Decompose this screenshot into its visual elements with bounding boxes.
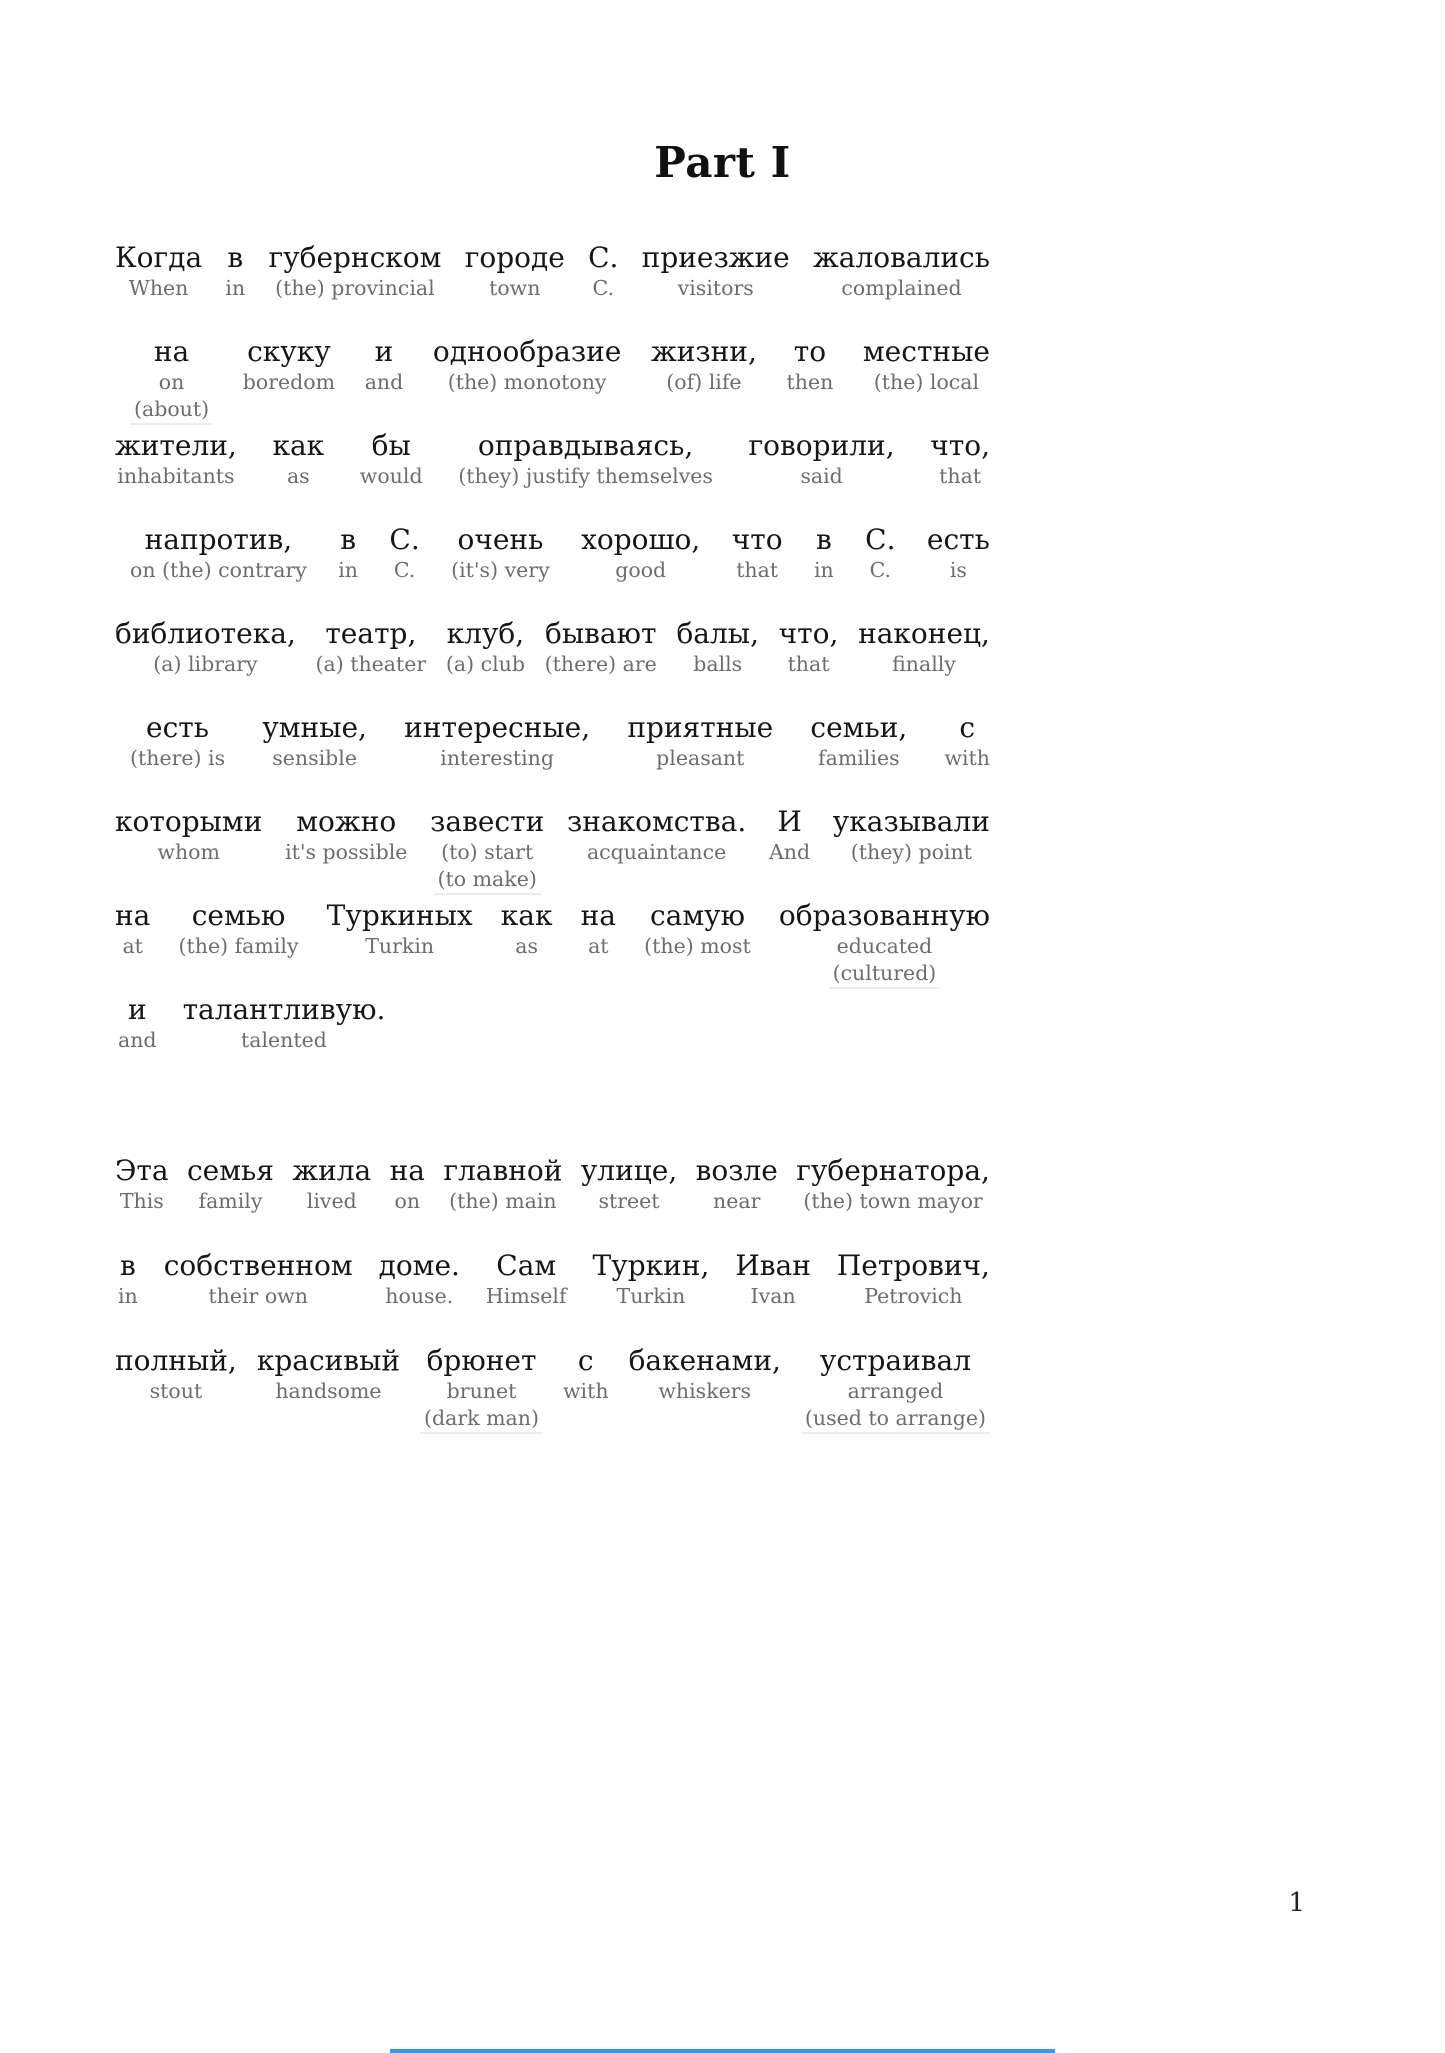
russian-word: клуб, <box>446 617 525 650</box>
english-gloss: handsome <box>275 1379 382 1404</box>
russian-word: губернском <box>268 241 442 274</box>
russian-word: жители, <box>115 429 237 462</box>
word-unit <box>593 1250 710 1309</box>
word-unit <box>642 242 790 301</box>
english-gloss: interesting <box>440 746 554 771</box>
russian-word: устраивал <box>819 1344 972 1377</box>
word-unit <box>338 524 358 583</box>
word-unit <box>446 618 525 677</box>
russian-word: в <box>340 523 356 556</box>
english-gloss: brunet <box>446 1379 517 1404</box>
english-gloss: pleasant <box>656 746 745 771</box>
word-unit <box>769 806 810 865</box>
word-unit <box>118 1250 138 1309</box>
word-unit <box>390 1155 425 1214</box>
word-unit <box>225 242 245 301</box>
word-unit <box>581 524 700 583</box>
russian-word: с <box>577 1344 594 1377</box>
word-unit <box>115 806 262 865</box>
english-gloss: with <box>944 746 990 771</box>
russian-word: С. <box>865 523 896 556</box>
english-gloss: their own <box>208 1284 308 1309</box>
english-gloss: then <box>786 370 834 395</box>
russian-word: С. <box>389 523 420 556</box>
russian-word: талантливую. <box>182 993 386 1026</box>
russian-word: Туркин, <box>592 1249 710 1282</box>
word-unit <box>257 1345 400 1404</box>
word-unit <box>420 1345 543 1434</box>
interlinear-line <box>115 1155 990 1214</box>
word-unit <box>801 1345 990 1434</box>
english-gloss: in <box>118 1284 138 1309</box>
word-unit <box>644 900 751 959</box>
interlinear-line <box>115 242 990 301</box>
russian-word: в <box>815 523 832 556</box>
interlinear-line <box>115 618 990 677</box>
interlinear-line <box>118 1250 990 1309</box>
word-unit <box>262 712 367 771</box>
russian-word: знакомства. <box>566 805 747 838</box>
english-gloss: (they) justify themselves <box>458 464 713 489</box>
russian-word: что <box>731 523 783 556</box>
word-unit <box>451 524 550 583</box>
english-gloss-alt: (to make) <box>434 867 541 895</box>
word-unit <box>465 242 565 301</box>
word-unit <box>833 806 990 865</box>
russian-word: улице, <box>580 1154 678 1187</box>
english-gloss: good <box>615 558 667 583</box>
english-gloss: at <box>122 934 143 959</box>
word-unit <box>443 1155 562 1214</box>
russian-word: как <box>272 429 325 462</box>
russian-word: жизни, <box>650 335 757 368</box>
russian-word: на <box>115 899 151 932</box>
word-unit <box>927 524 990 583</box>
english-gloss: with <box>563 1379 609 1404</box>
english-gloss: on (the) contrary <box>130 558 307 583</box>
word-unit <box>545 618 657 677</box>
english-gloss: (there) is <box>130 746 226 771</box>
english-gloss: that <box>736 558 779 583</box>
russian-word: театр, <box>325 617 417 650</box>
word-unit <box>292 1155 371 1214</box>
interlinear-line <box>115 900 990 989</box>
russian-word: самую <box>649 899 745 932</box>
word-unit <box>814 524 834 583</box>
word-unit <box>164 1250 353 1309</box>
russian-word: жила <box>292 1154 372 1187</box>
word-unit <box>404 712 590 771</box>
english-gloss-alt: (dark man) <box>420 1406 543 1434</box>
russian-word: И <box>777 805 802 838</box>
interlinear-line <box>130 524 990 583</box>
english-gloss: (of) life <box>666 370 742 395</box>
english-gloss-alt: (about) <box>130 397 213 425</box>
russian-word: хорошо, <box>581 523 701 556</box>
word-unit <box>501 900 553 959</box>
russian-word: и <box>374 335 394 368</box>
english-gloss: whiskers <box>658 1379 752 1404</box>
word-unit <box>130 524 307 583</box>
russian-word: наконец, <box>858 617 990 650</box>
word-unit <box>865 524 895 583</box>
english-gloss: (the) town mayor <box>803 1189 983 1214</box>
english-gloss-alt: (cultured) <box>829 961 941 989</box>
english-gloss: When <box>128 276 189 301</box>
russian-word: и <box>127 993 147 1026</box>
english-gloss: talented <box>241 1028 327 1053</box>
russian-word: что, <box>930 429 990 462</box>
english-gloss: as <box>286 464 310 489</box>
english-gloss: C. <box>393 558 416 583</box>
russian-word: скуку <box>247 335 331 368</box>
word-unit <box>858 618 990 677</box>
russian-word: напротив, <box>144 523 293 556</box>
word-unit <box>749 430 895 489</box>
english-gloss: complained <box>841 276 962 301</box>
english-gloss: said <box>800 464 843 489</box>
english-gloss: at <box>588 934 609 959</box>
word-unit <box>243 336 335 395</box>
russian-word: семьи, <box>810 711 908 744</box>
word-unit <box>285 806 407 865</box>
russian-word: Сам <box>496 1249 557 1282</box>
word-unit <box>944 712 990 771</box>
russian-word: то <box>793 335 827 368</box>
english-gloss: house. <box>385 1284 454 1309</box>
russian-word: с <box>959 711 976 744</box>
interlinear-line <box>130 712 990 771</box>
word-unit <box>563 1345 609 1404</box>
russian-word: семья <box>186 1154 274 1187</box>
russian-word: интересные, <box>404 711 591 744</box>
section-title: Part I <box>654 138 791 187</box>
english-gloss: stout <box>149 1379 203 1404</box>
russian-word: на <box>580 899 616 932</box>
word-unit <box>735 1250 811 1309</box>
english-gloss: and <box>118 1028 157 1053</box>
russian-word: на <box>389 1154 425 1187</box>
english-gloss: (the) provincial <box>275 276 435 301</box>
russian-word: Туркиных <box>326 899 473 932</box>
russian-word: городе <box>464 241 565 274</box>
word-unit <box>316 618 427 677</box>
word-unit <box>486 1250 567 1309</box>
word-unit <box>272 430 324 489</box>
russian-word: образованную <box>778 899 990 932</box>
english-gloss: families <box>818 746 900 771</box>
word-unit <box>651 336 757 395</box>
english-gloss: it's possible <box>285 840 408 865</box>
russian-word: полный, <box>115 1344 237 1377</box>
russian-word: семью <box>191 899 286 932</box>
english-gloss: arranged <box>847 1379 944 1404</box>
word-unit <box>179 900 299 959</box>
word-unit <box>115 618 296 677</box>
russian-word: можно <box>296 805 397 838</box>
word-unit <box>365 336 404 395</box>
russian-word: умные, <box>262 711 367 744</box>
word-unit <box>268 242 441 301</box>
english-gloss: and <box>364 370 404 395</box>
word-unit <box>787 336 834 395</box>
russian-word: говорили, <box>748 429 895 462</box>
english-gloss: (a) club <box>445 652 525 677</box>
english-gloss: balls <box>693 652 743 677</box>
english-gloss: boredom <box>242 370 336 395</box>
russian-word: что, <box>778 617 839 650</box>
russian-word: бы <box>371 429 411 462</box>
word-unit <box>581 1155 677 1214</box>
english-gloss: that <box>787 652 830 677</box>
word-unit <box>115 430 237 489</box>
english-gloss: (it's) very <box>451 558 550 583</box>
english-gloss: This <box>119 1189 164 1214</box>
russian-word: главной <box>443 1154 563 1187</box>
english-gloss: in <box>225 276 246 301</box>
english-gloss: (a) theater <box>315 652 427 677</box>
english-gloss: in <box>813 558 834 583</box>
english-gloss: that <box>939 464 982 489</box>
russian-word: красивый <box>256 1344 401 1377</box>
russian-word: которыми <box>115 805 263 838</box>
english-gloss: Ivan <box>750 1284 796 1309</box>
english-gloss: sensible <box>272 746 357 771</box>
english-gloss: (they) point <box>850 840 972 865</box>
english-gloss: family <box>198 1189 263 1214</box>
english-gloss: is <box>949 558 967 583</box>
english-gloss: finally <box>892 652 956 677</box>
word-unit <box>327 900 473 959</box>
word-unit <box>379 1250 460 1309</box>
english-gloss: in <box>338 558 358 583</box>
english-gloss: Himself <box>485 1284 567 1309</box>
russian-word: собственном <box>163 1249 353 1282</box>
word-unit <box>130 712 225 771</box>
word-unit <box>430 806 544 895</box>
english-gloss: whom <box>157 840 220 865</box>
russian-word: оправдываясь, <box>477 429 694 462</box>
english-gloss: (the) family <box>178 934 299 959</box>
english-gloss: C. <box>869 558 892 583</box>
word-unit <box>360 430 423 489</box>
interlinear-line <box>115 430 990 489</box>
word-unit <box>629 1345 781 1404</box>
word-unit <box>183 994 386 1053</box>
russian-word: завести <box>430 805 545 838</box>
word-unit <box>837 1250 990 1309</box>
english-gloss: (the) local <box>873 370 980 395</box>
english-gloss: Turkin <box>616 1284 686 1309</box>
word-unit <box>115 900 150 959</box>
english-gloss: educated <box>836 934 933 959</box>
word-unit <box>130 336 213 425</box>
english-gloss: street <box>598 1189 660 1214</box>
word-unit <box>863 336 990 395</box>
word-unit <box>187 1155 274 1214</box>
russian-word: очень <box>457 523 544 556</box>
russian-word: Эта <box>115 1154 169 1187</box>
english-gloss: inhabitants <box>117 464 235 489</box>
russian-word: доме. <box>378 1249 460 1282</box>
word-unit <box>389 524 419 583</box>
english-gloss: Petrovich <box>864 1284 963 1309</box>
english-gloss: as <box>515 934 539 959</box>
english-gloss: Turkin <box>365 934 435 959</box>
russian-word: однообразие <box>432 335 622 368</box>
interlinear-line <box>115 1345 990 1434</box>
russian-word: Петрович, <box>836 1249 990 1282</box>
english-gloss: (there) are <box>544 652 657 677</box>
interlinear-line <box>118 994 990 1053</box>
english-gloss: (the) most <box>644 934 751 959</box>
russian-word: Иван <box>735 1249 811 1282</box>
english-gloss: visitors <box>677 276 754 301</box>
english-gloss: And <box>768 840 811 865</box>
english-gloss: on <box>158 370 185 395</box>
russian-word: приезжие <box>641 241 790 274</box>
page-number: 1 <box>1288 1888 1305 1918</box>
word-unit <box>930 430 990 489</box>
word-unit <box>810 712 907 771</box>
russian-word: С. <box>588 241 619 274</box>
word-unit <box>779 900 990 989</box>
russian-word: жаловались <box>813 241 990 274</box>
word-unit <box>115 1155 169 1214</box>
russian-word: Когда <box>115 241 203 274</box>
russian-word: бакенами, <box>628 1344 781 1377</box>
russian-word: местные <box>862 335 990 368</box>
english-gloss: (the) main <box>449 1189 557 1214</box>
russian-word: возле <box>695 1154 778 1187</box>
russian-word: губернатора, <box>796 1154 990 1187</box>
interlinear-line <box>130 336 990 425</box>
word-unit <box>588 242 618 301</box>
english-gloss: town <box>489 276 541 301</box>
word-unit <box>581 900 616 959</box>
russian-word: бывают <box>544 617 657 650</box>
russian-word: в <box>227 241 244 274</box>
russian-word: балы, <box>676 617 759 650</box>
word-unit <box>115 242 202 301</box>
bottom-accent-line <box>390 2049 1055 2053</box>
english-gloss: (to) start <box>441 840 534 865</box>
english-gloss: would <box>359 464 423 489</box>
russian-word: указывали <box>832 805 990 838</box>
english-gloss: (the) monotony <box>447 370 607 395</box>
english-gloss: near <box>713 1189 761 1214</box>
word-unit <box>627 712 773 771</box>
word-unit <box>696 1155 778 1214</box>
word-unit <box>567 806 746 865</box>
english-gloss-alt: (used to arrange) <box>801 1406 990 1434</box>
english-gloss: lived <box>306 1189 357 1214</box>
russian-word: есть <box>146 711 210 744</box>
interlinear-line <box>115 806 990 895</box>
russian-word: как <box>500 899 553 932</box>
russian-word: на <box>153 335 190 368</box>
russian-word: брюнет <box>426 1344 537 1377</box>
russian-word: приятные <box>627 711 774 744</box>
word-unit <box>796 1155 990 1214</box>
word-unit <box>732 524 783 583</box>
english-gloss: on <box>394 1189 421 1214</box>
english-gloss: acquaintance <box>586 840 727 865</box>
word-unit <box>676 618 759 677</box>
word-unit <box>118 994 157 1053</box>
russian-word: в <box>120 1249 136 1282</box>
word-unit <box>115 1345 237 1404</box>
russian-word: библиотека, <box>115 617 296 650</box>
word-unit <box>779 618 839 677</box>
russian-word: есть <box>926 523 990 556</box>
word-unit <box>458 430 713 489</box>
word-unit <box>813 242 990 301</box>
english-gloss: (a) library <box>153 652 258 677</box>
english-gloss: C. <box>592 276 614 301</box>
word-unit <box>433 336 621 395</box>
